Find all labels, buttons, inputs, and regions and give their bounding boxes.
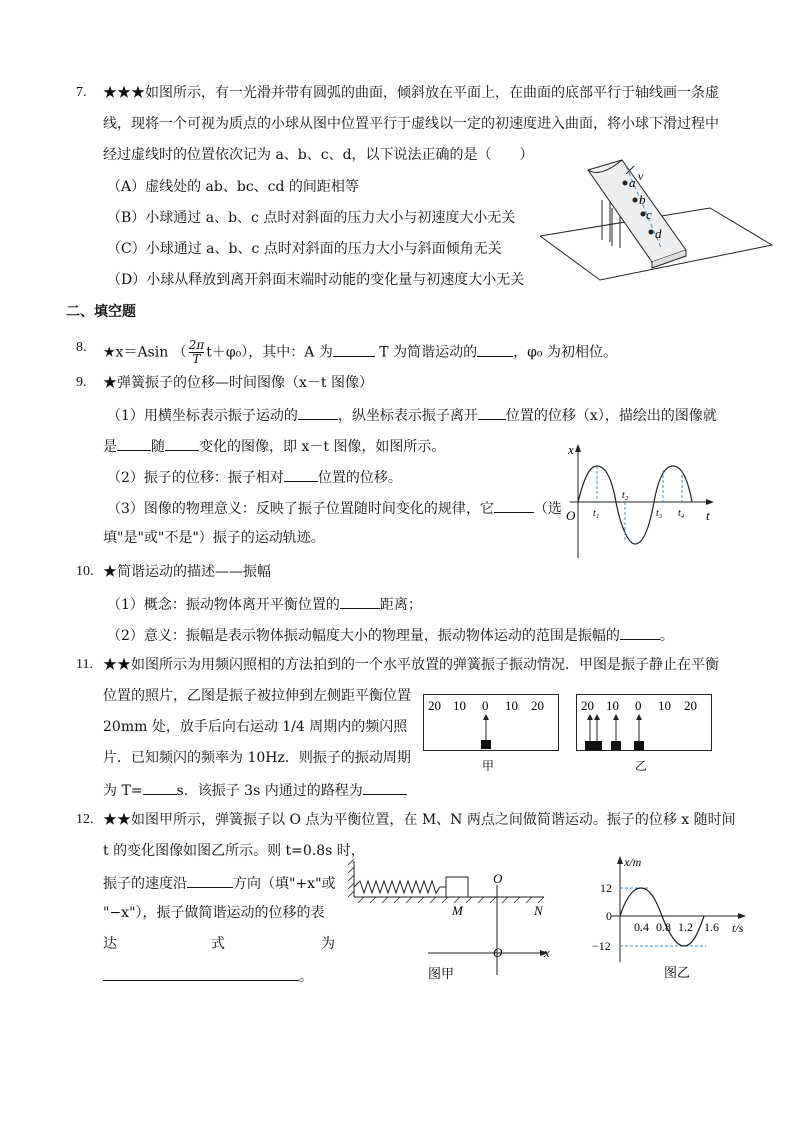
q12-axis-y-label: x/m — [624, 855, 642, 869]
q9-l1c: 位置的位移（x），描绘出的图像就 — [505, 408, 717, 424]
q9-l3b: 位置的位移。 — [317, 470, 402, 486]
q12-blank-direction[interactable] — [187, 873, 233, 888]
q12-tick-y0: 0 — [606, 909, 612, 923]
q12-line2: t 的变化图像如图乙所示。则 t=0.8s 时， — [103, 843, 365, 859]
q9-l3a: （2）振子的位移：振子相对 — [107, 470, 284, 486]
q11-yi-mass-1 — [585, 741, 602, 750]
q12-number: 12. — [76, 812, 94, 827]
q11-line1: ★★如图所示为用频闪照相的方法拍到的一个水平放置的弹簧振子振动情况．甲图是振子静止在平衡 — [103, 657, 719, 673]
q9-title: ★弹簧振子的位移—时间图像（x－t 图像） — [103, 375, 373, 391]
q10-l2a: （2）意义：振幅是表示物体振动幅度大小的物理量，振动物体运动的范围是振幅的 — [107, 628, 620, 644]
q12-tick-t12: 1.2 — [678, 920, 693, 934]
q9-axis-t: t — [706, 508, 710, 523]
q12-l5c: 为 — [321, 936, 335, 952]
q12-caption-yi: 图乙 — [664, 965, 691, 980]
q12-mass-block — [446, 877, 468, 897]
q8-end: ，φ₀ 为初相位。 — [513, 344, 617, 361]
q8-text — [103, 339, 617, 366]
q8-frac-top: 2π — [188, 338, 205, 352]
q12-line4: "−x"），振子做简谐运动的位移的表 — [103, 905, 325, 921]
q8-mid: T 为简谐运动的 — [374, 344, 478, 361]
q7-option-d: （D）小球从释放到离开斜面末端时动能的变化量与初速度大小无关 — [107, 272, 525, 288]
q12-xt-graph — [590, 852, 760, 986]
q11-yi-tick-2: 10 — [606, 698, 619, 713]
q12-tick-t04: 0.4 — [634, 920, 649, 934]
q10-blank-2[interactable] — [620, 625, 660, 640]
q9-origin: O — [566, 508, 576, 523]
q11-yi-tick-4: 10 — [658, 698, 671, 713]
q7-point-b — [633, 198, 638, 203]
q10-l2b: 。 — [659, 628, 674, 644]
q9-number: 9. — [76, 375, 87, 390]
q11-jia-tick-1: 20 — [428, 698, 441, 713]
q10-line2 — [107, 625, 674, 645]
q12-l3a: 振子的速度沿 — [103, 876, 187, 892]
q12-axis-x-label: t/s — [732, 921, 744, 935]
q7-number: 7. — [76, 85, 87, 100]
q9-l4a: （3）图像的物理意义：反映了振子位置随时间变化的规律，它 — [107, 501, 494, 517]
q11-photo-yi — [576, 694, 712, 774]
q11-yi-mass-2 — [611, 741, 621, 750]
q12-line3 — [103, 873, 336, 893]
q10-l1b: 距离； — [379, 597, 422, 613]
q9-blank-3[interactable] — [117, 436, 151, 451]
q7-line3: 经过虚线时的位置依次记为 a、b、c、d，以下说法正确的是（ ） — [103, 147, 534, 163]
q7-option-c: （C）小球通过 a、b、c 点时对斜面的压力大小与斜面倾角无关 — [107, 241, 502, 257]
q11-blank-distance[interactable] — [363, 780, 407, 795]
q11-label-yi: 乙 — [635, 759, 648, 773]
q9-blank-1[interactable] — [298, 405, 338, 420]
q8-fraction — [189, 339, 205, 366]
q8-frac-bottom: T — [192, 352, 201, 366]
q11-line2: 位置的照片，乙图是振子被拉伸到左侧距平衡位置 — [103, 688, 411, 704]
q7-label-c: c — [646, 207, 652, 222]
q9-axis-x: x — [568, 442, 574, 457]
q9-tick-t4: t₄ — [678, 508, 685, 519]
q11-line4: 片．已知频闪的频率为 10Hz．则振子的振动周期 — [103, 750, 411, 766]
q10-line1 — [107, 594, 422, 614]
q11-yi-tick-3: 0 — [635, 698, 642, 713]
q8-post: t＋φ₀），其中：A 为 — [206, 344, 333, 361]
q12-l6: 。 — [299, 969, 313, 985]
q12-line1: ★★如图甲所示，弹簧振子以 O 点为平衡位置，在 M、N 两点之间做简谐运动。振子的位移 x 随时间 — [103, 812, 736, 828]
q9-line1 — [107, 405, 717, 425]
q7-line1: ★★★如图所示，有一光滑并带有圆弧的曲面，倾斜放在平面上，在曲面的底部平行于轴线画一条虚 — [103, 85, 719, 101]
q9-l2c: 变化的图像，即 x－t 图像，如图所示。 — [199, 439, 446, 455]
q7-option-a: （A）虚线处的 ab、bc、cd 的间距相等 — [107, 179, 359, 195]
q12-l5b: 式 — [211, 936, 225, 952]
q12-label-O-bottom: O — [493, 945, 503, 960]
q11-jia-tick-4: 10 — [505, 698, 518, 713]
q9-blank-2[interactable] — [478, 405, 506, 420]
q9-line2 — [103, 436, 445, 456]
q7-label-v: v — [638, 169, 644, 183]
q12-tick-yn12: −12 — [592, 939, 611, 953]
q9-xt-graph — [560, 440, 720, 562]
q11-number: 11. — [76, 657, 93, 672]
q7-option-b: （B）小球通过 a、b、c 点时对斜面的压力大小与初速度大小无关 — [107, 210, 516, 226]
q10-blank-1[interactable] — [340, 594, 380, 609]
q12-tick-y12: 12 — [600, 881, 612, 895]
q11-yi-tick-1: 20 — [581, 698, 594, 713]
q12-line6 — [103, 966, 313, 986]
q9-l1a: （1）用横坐标表示振子运动的 — [107, 408, 298, 424]
q11-l5a: 为 T= — [103, 783, 143, 799]
q9-line5: 填"是"或"不是"）振子的运动轨迹。 — [103, 530, 325, 546]
q10-title: ★简谐运动的描述——振幅 — [103, 564, 271, 580]
q11-photo-jia — [423, 694, 559, 774]
q9-tick-t2: t₂ — [622, 490, 629, 501]
q7-label-b: b — [639, 192, 646, 207]
q12-label-N: N — [534, 903, 543, 918]
q12-label-x: x — [544, 945, 550, 960]
q11-jia-tick-3: 0 — [482, 698, 489, 713]
q9-tick-t1: t₁ — [593, 508, 600, 519]
q9-blank-5[interactable] — [284, 467, 318, 482]
q7-incline-figure — [540, 158, 780, 283]
q11-yi-tick-5: 20 — [684, 698, 697, 713]
q12-blank-expression[interactable] — [103, 966, 299, 981]
q8-blank-1[interactable] — [333, 342, 375, 357]
q9-l4b: （选 — [533, 501, 562, 517]
q11-label-jia: 甲 — [482, 759, 495, 773]
q7-line2: 线，现将一个可视为质点的小球从图中位置平行于虚线以一定的初速度进入曲面，将小球下滑过程中 — [103, 116, 719, 132]
q9-blank-6[interactable] — [494, 498, 534, 513]
q12-caption-jia: 图甲 — [428, 966, 455, 981]
q8-number: 8. — [76, 340, 87, 355]
q11-yi-mass-3 — [634, 741, 644, 750]
q11-line5 — [103, 780, 407, 800]
section-heading: 二、填空题 — [66, 304, 136, 320]
q7-label-a: a — [629, 175, 636, 190]
q9-blank-4[interactable] — [165, 436, 199, 451]
q11-jia-tick-5: 20 — [531, 698, 544, 713]
q8-blank-2[interactable] — [477, 342, 513, 357]
q11-blank-period[interactable] — [143, 780, 177, 795]
q11-l5b: s．该振子 3s 内通过的路程为 — [176, 783, 363, 799]
q11-jia-tick-2: 10 — [453, 698, 466, 713]
q7-point-c — [641, 212, 646, 217]
q10-l1a: （1）概念：振动物体离开平衡位置的 — [107, 597, 340, 613]
q9-tick-t3: t₃ — [656, 508, 663, 519]
q12-tick-t08: 0.8 — [656, 920, 671, 934]
q11-jia-mass — [481, 740, 491, 749]
q9-l2b: 随 — [151, 439, 165, 455]
q9-l2a: 是 — [103, 439, 117, 455]
q9-l1b: ，纵坐标表示振子离开 — [337, 408, 478, 424]
q12-l5a: 达 — [103, 936, 117, 952]
q7-point-d — [649, 230, 654, 235]
q12-spring-figure — [348, 855, 560, 985]
q9-line3 — [107, 467, 402, 487]
q11-line3: 20mm 处，放手后向右运动 1/4 周期内的频闪照 — [103, 719, 408, 735]
q7-point-a — [623, 181, 628, 186]
q12-label-O-top: O — [493, 871, 503, 886]
q10-number: 10. — [76, 564, 94, 579]
q8-prefix: ★x＝Asin （ — [103, 344, 187, 361]
q12-l3b: 方向（填"+x"或 — [233, 876, 336, 892]
q12-label-M: M — [452, 903, 463, 918]
q12-tick-t16: 1.6 — [704, 920, 719, 934]
q9-line4 — [107, 498, 562, 518]
q7-label-d: d — [655, 226, 662, 241]
